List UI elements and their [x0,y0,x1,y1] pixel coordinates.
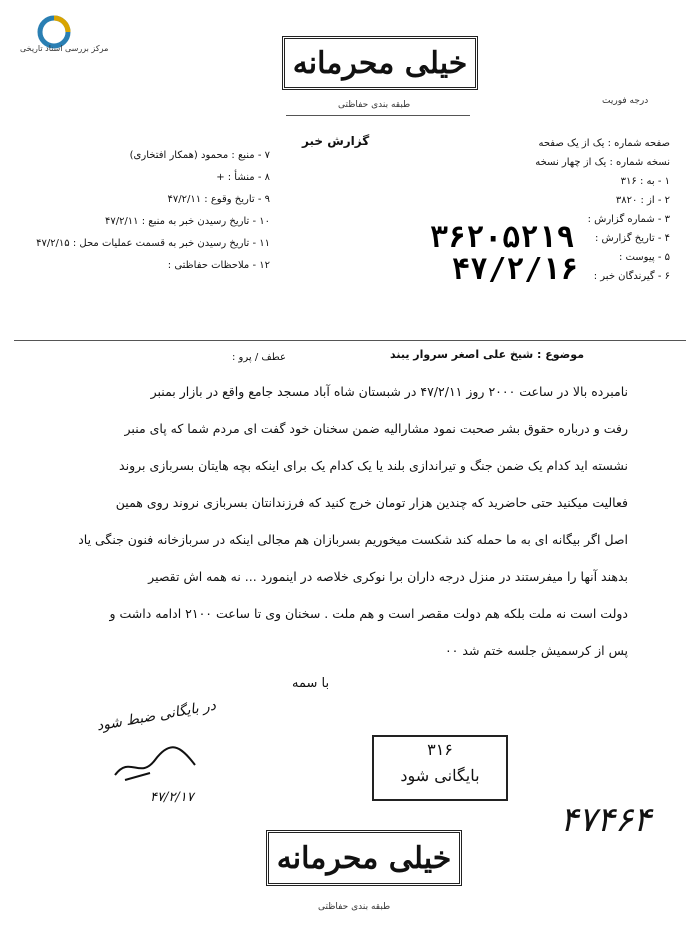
file-reference: عطف / پرو : [232,352,286,363]
handwritten-archive-note: در بایگانی ضبط شود [95,697,218,735]
archive-stamp-text: بایگانی شود [400,766,480,785]
field-report-number: ۳ - شماره گزارش : [587,214,670,225]
signature-scribble-icon [110,735,200,785]
top-classification-stamp: خیلی محرمانه [282,36,478,90]
field-source: ۷ - منبع : محمود (همکار افتخاری) [129,150,270,161]
signoff: با سمه [292,676,330,691]
archive-stamp [372,735,508,801]
subject-line: موضوع : شیخ علی اصغر سروار یبند [390,348,585,361]
field-from: ۲ - از : ۳۸۲۰ [615,195,670,206]
field-security-notes: ۱۲ - ملاحظات حفاظتی : [167,260,270,271]
logo-text: مرکز بررسی اسناد تاریخی [20,44,109,53]
section-divider [14,340,686,341]
field-recipients: ۶ - گیرندگان خبر : [593,271,670,282]
field-copy-number: نسخه شماره : یک از چهار نسخه [535,157,670,168]
archive-stamp-number: ۳۱۶ [427,740,453,759]
body-line-2: رفت و درباره حقوق بشر صحبت نمود مشارالیه ضمن سخنان خود گفت ای مردم شما که پای منبر [124,421,628,436]
body-line-8: پس از کرسمیش جلسه ختم شد ۰۰ [444,643,628,658]
field-received-by-operations: ۱۱ - تاریخ رسیدن خبر به قسمت عملیات محل : ۴۷/۲/۱۵ [36,238,270,249]
top-classification-subtitle: طبقه بندی حفاظتی [338,100,411,110]
document-number: ۴۷۴۶۴ [560,800,652,840]
priority-label: درجه فوریت [602,96,649,106]
left-fields [20,150,270,282]
handwritten-date: ۴۷/۲/۱۷ [150,790,194,805]
field-event-date: ۹ - تاریخ وقوع : ۴۷/۲/۱۱ [167,194,270,205]
field-page-number: صفحه شماره : یک از یک صفحه [538,138,670,149]
body-line-4: فعالیت میکنید حتی حاضرید که چندین هزار تومان خرج کنید که فرزندانتان بسربازی نروند روی همین [115,495,628,510]
field-report-date: ۴ - تاریخ گزارش : [594,233,670,244]
report-title: گزارش خبر [302,134,370,148]
handwritten-report-number: ۳۶۲۰۵۲۱۹ [430,220,575,255]
handwritten-report-date: ۴۷/۲/۱۶ [452,252,579,287]
field-to: ۱ - به : ۳۱۶ [620,176,670,187]
header-divider [286,115,470,116]
bottom-classification-subtitle: طبقه بندی حفاظتی [318,902,391,912]
field-origin: ۸ - منشأ : + [216,172,270,183]
body-line-1: نامبرده بالا در ساعت ۲۰۰۰ روز ۴۷/۲/۱۱ در شبستان شاه آباد مسجد جامع واقع در بازار بمنبر [150,384,628,399]
bottom-classification-stamp: خیلی محرمانه [266,830,462,886]
body-line-3: نشسته اید کدام یک ضمن جنگ و تیراندازی بلند یا یک کدام یک برای اینکه بچه هایتان بسربازی بروند [119,458,628,473]
body-line-5: اصل اگر بیگانه ای به ما حمله کند شکست میخوریم بسربازان هم مجالی اینکه در سربازخانه فنون جنگی یاد [78,532,628,547]
body-line-7: دولت است نه ملت بلکه هم دولت مقصر است و هم ملت . سخنان وی تا ساعت ۲۱۰۰ ادامه داشت و [109,606,628,621]
body-line-6: بدهند آنها را میفرستند در منزل درجه داران برا نوکری خلاصه در اینمورد ... نه همه اش تقصیر [148,569,628,584]
field-attachment: ۵ - پیوست : [618,252,670,263]
field-received-by-source: ۱۰ - تاریخ رسیدن خبر به منبع : ۴۷/۲/۱۱ [104,216,270,227]
